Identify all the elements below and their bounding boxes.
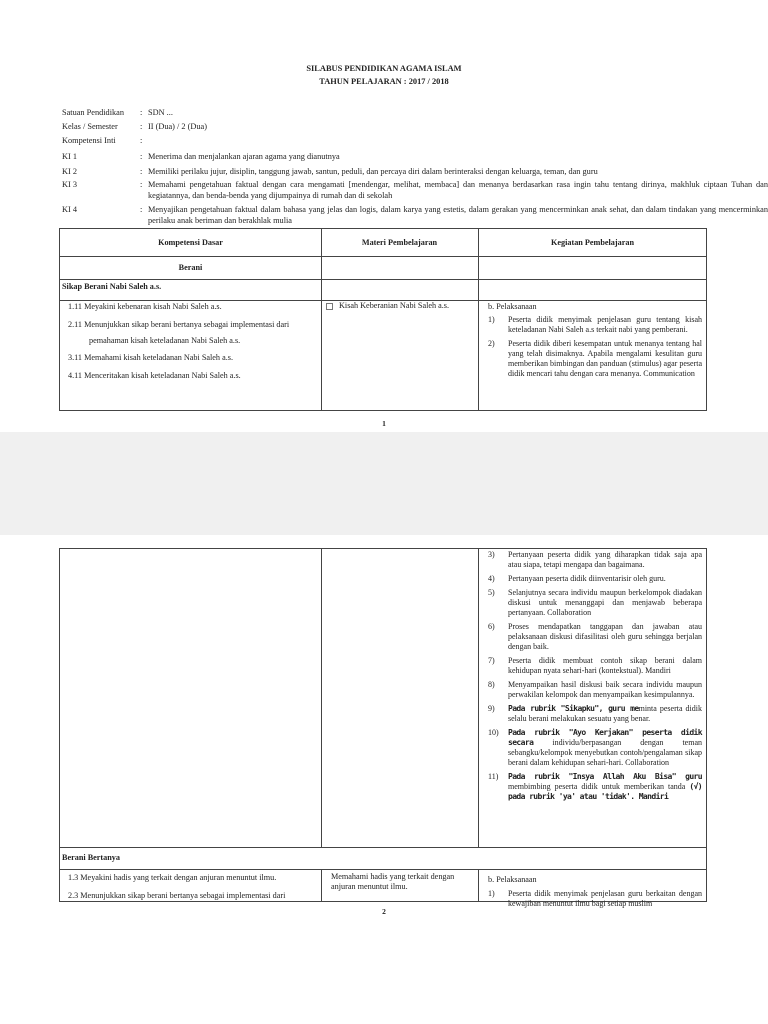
kd-item: 1.3 Meyakini hadis yang terkait dengan anjuran menuntut ilmu. (68, 873, 277, 882)
theme-title: Berani (178, 263, 203, 272)
document-year: TAHUN PELAJARAN : 2017 / 2018 (319, 77, 449, 86)
section-title: Sikap Berani Nabi Saleh a.s. (62, 282, 162, 291)
list-item: 11) Pada rubrik "Insya Allah Aku Bisa" guru membimbing peserta didik untuk memberikan tanda (√) pada rubrik 'ya' atau 'tidak'. Mandiri (488, 772, 703, 801)
list-item: 3) Pertanyaan peserta didik yang diharapkan tidak saja apa atau siapa, tetapi mengapa dan bagaimana. (488, 550, 702, 569)
kd-item: 2.11 Menunjukkan sikap berani bertanya sebagai implementasi dari (68, 320, 290, 329)
kd-item: pemahaman kisah keteladanan Nabi Saleh a.s. (89, 336, 241, 345)
kegiatan-list (486, 550, 702, 806)
list-item: 6) Proses mendapatkan tanggapan dan jawaban atau pelaksanaan diskusi difasilitasi oleh guru sehingga berjalan dengan baik. (488, 622, 702, 651)
list-item: 1) Peserta didik menyimak penjelasan guru tentang kisah keteladanan Nabi Saleh a.s terkait nabi yang pemberani. (488, 315, 702, 334)
header-materi: Materi Pembelajaran (361, 238, 438, 247)
kd-item: 1.11 Meyakini kebenaran kisah Nabi Saleh a.s. (68, 302, 222, 311)
document-title: SILABUS PENDIDIKAN AGAMA ISLAM (306, 64, 462, 73)
syllabus-table-continued (59, 548, 707, 908)
page-number: 1 (382, 419, 386, 428)
document-page-2 (0, 535, 768, 1024)
kd-item: 2.3 Menunjukkan sikap berani bertanya sebagai implementasi dari (68, 891, 286, 900)
materi-item: Kisah Keberanian Nabi Saleh a.s. (326, 301, 476, 312)
section-title: Berani Bertanya (62, 853, 120, 862)
document-page-1 (0, 0, 768, 432)
kd-item: 4.11 Menceritakan kisah keteladanan Nabi Saleh a.s. (68, 371, 241, 380)
kegiatan-heading: b. Pelaksanaan (488, 302, 537, 311)
list-item: 1) Peserta didik menyimak penjelasan guru berkaitan dengan kewajiban menuntut ilmu bagi setiap muslim (488, 889, 702, 908)
kegiatan-list (486, 315, 702, 383)
kegiatan-heading: b. Pelaksanaan (488, 875, 537, 884)
info-block: Satuan Pendidikan : SDN ... Kelas / Semester : II (Dua) / 2 (Dua) Kompetensi Inti : KI 1 : Menerima dan menjalankan ajaran agama yang dianutnya KI 2 : Memiliki perilaku jujur, disiplin, tanggung jawab, santun, peduli, dan percaya diri dalam berinteraksi dengan keluarga, teman, dan guru KI 3 : Memahami pengetahuan faktual dengan cara mengamati [mendengar, melihat, membaca] dan menanya berdasarkan rasa ingin tahu tentang dirinya, makhluk ciptaan Tuhan dan kegiatannya, dan benda-benda yang dijumpainya di rumah dan di sekolah KI 4 : Menyajikan pengetahuan faktual dalam bahasa yang jelas dan logis, dalam karya yang estetis, dalam gerakan yang mencerminkan anak sehat, dan dalam tindakan yang mencerminkan perilaku anak beriman dan berakhlak mulia (62, 108, 768, 225)
list-item: 10) Pada rubrik "Ayo Kerjakan" peserta didik secara individu/berpasangan dengan teman sebangku/kelompok menyebutkan contoh/pengalaman sikap berani dalam kehidupan sehari-hari. Collaboration (488, 728, 702, 767)
list-item: 2) Peserta didik diberi kesempatan untuk menanya tentang hal yang telah disimaknya. Apabila mengalami kesulitan guru memberikan bimbingan dan panduan (stimulus) agar peserta didik mencari tahu dengan cara menanya. Communication (488, 339, 702, 378)
syllabus-table (59, 228, 707, 411)
list-item: 9) Pada rubrik "Sikapku", guru meminta peserta didik selalu berani melakukan sesuatu yang benar. (488, 704, 702, 723)
list-item: 8) Menyampaikan hasil diskusi baik secara individu maupun perwakilan kelompok dan menyampaikan kesimpulannya. (488, 680, 702, 699)
materi-item: Memahami hadis yang terkait dengan anjuran menuntut ilmu. (331, 872, 455, 891)
header-kegiatan: Kegiatan Pembelajaran (551, 238, 634, 247)
list-item: 7) Peserta didik membuat contoh sikap berani dalam kehidupan nyata sehari-hari (kontekstual). Mandiri (488, 656, 702, 675)
list-item: 5) Selanjutnya secara individu maupun berkelompok diadakan diskusi untuk menanggapi dan menjawab beberapa pertanyaan. Collaboration (488, 588, 702, 617)
checkbox-icon (326, 303, 333, 310)
page-number: 2 (382, 907, 386, 916)
list-item: 4) Pertanyaan peserta didik diinventarisir oleh guru. (488, 574, 666, 583)
header-kompetensi-dasar: Kompetensi Dasar (158, 238, 223, 247)
kd-item: 3.11 Memahami kisah keteladanan Nabi Saleh a.s. (68, 353, 233, 362)
